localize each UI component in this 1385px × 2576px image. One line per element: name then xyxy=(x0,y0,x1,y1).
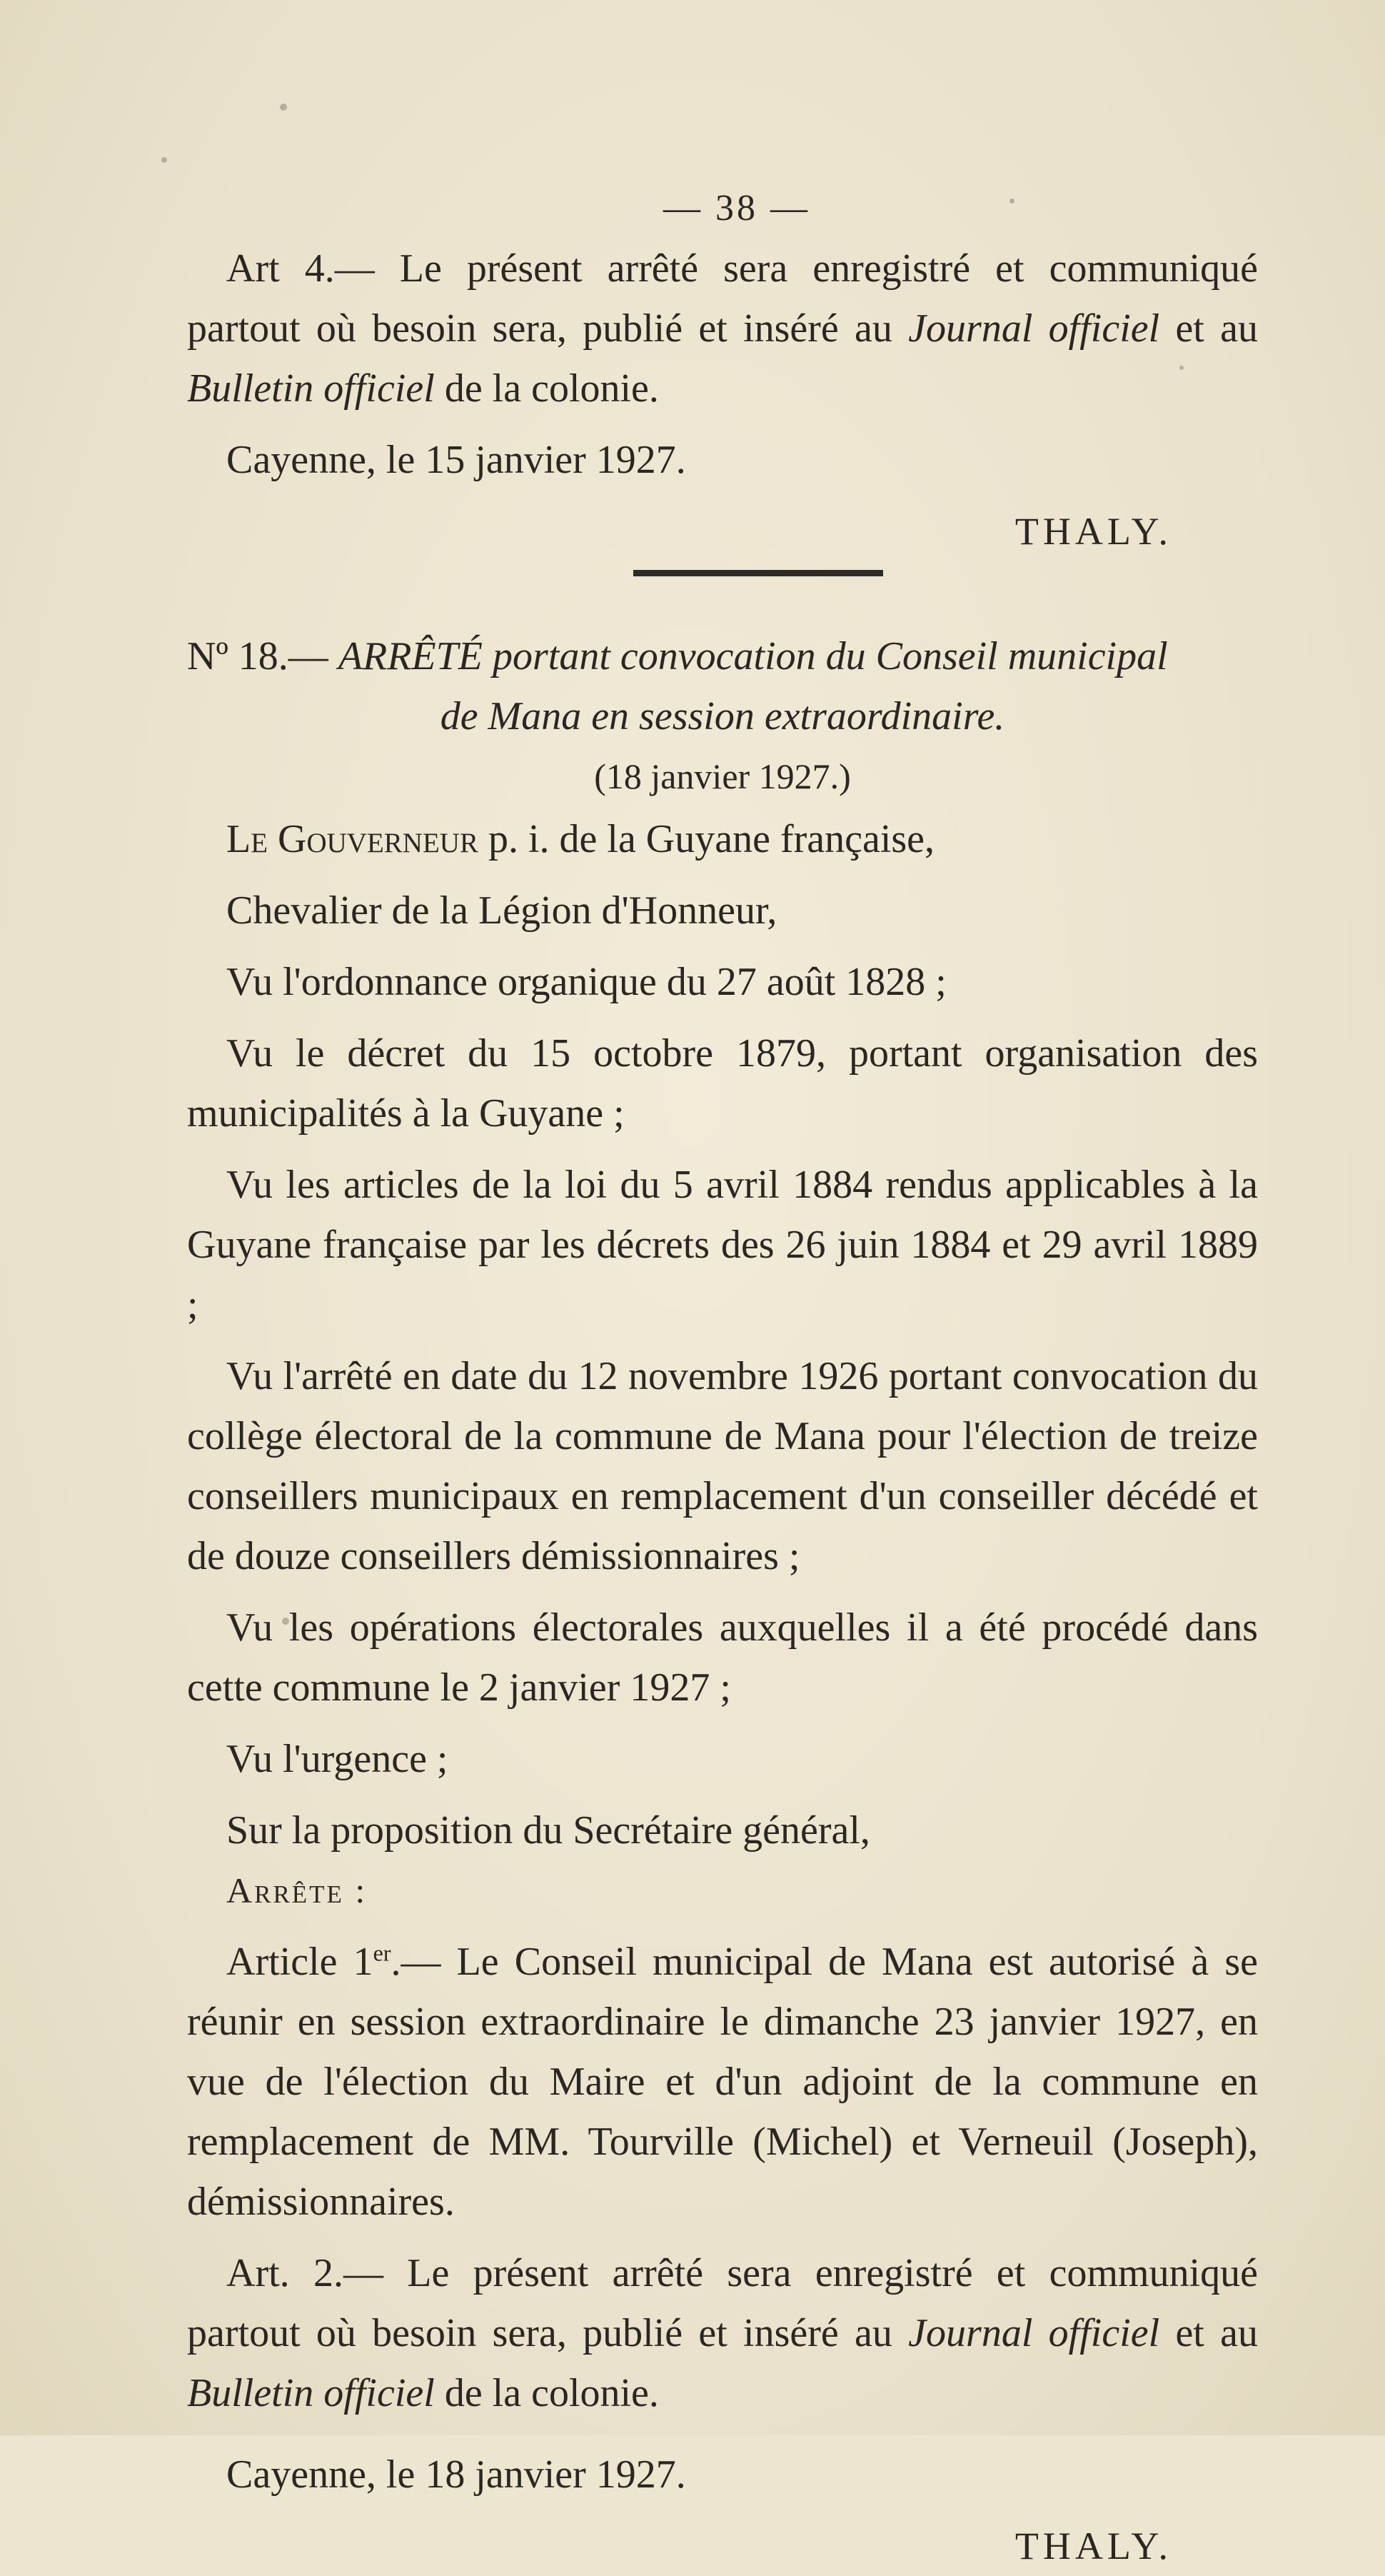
section-divider xyxy=(633,570,883,576)
signature-2: THALY. xyxy=(1014,2525,1172,2567)
arrete-heading-line2: de Mana en session extraordinaire. xyxy=(440,694,1005,738)
vu-urgence: Vu l'urgence ; xyxy=(226,1737,448,1781)
sur-proposition: Sur la proposition du Secrétaire général, xyxy=(226,1808,870,1853)
article-1-paragraph: Article 1er.— Le Conseil municipal de Mana est autorisé à se réunir en session extraordinaire le dimanche 23 janvier 1927, en vue de l'élection du Maire et d'un adjoint de la commune en remplacement de MM. Tourville (Michel) et Verneuil (Joseph), démissionnaires. xyxy=(187,1940,1259,2224)
place-date-2: Cayenne, le 18 janvier 1927. xyxy=(226,2452,686,2497)
paper-speck xyxy=(280,104,287,111)
chevalier-line: Chevalier de la Légion d'Honneur, xyxy=(226,888,777,933)
governor-line: Le Gouverneur p. i. de la Guyane française, xyxy=(226,817,935,861)
vu-loi: Vu les articles de la loi du 5 avril 1884 rendus applicables à la Guyane française par les décrets des 26 juin 1884 et 29 avril 1889 ; xyxy=(187,1163,1258,1327)
arrete-heading: Nº 18.— ARRÊTÉ portant convocation du Conseil municipal xyxy=(187,634,1168,678)
article-2-paragraph: Art. 2.— Le présent arrêté sera enregistré et communiqué partout où besoin sera, publié et inséré au Journal officiel et au Bulletin officiel de la colonie. xyxy=(187,2251,1258,2415)
vu-arrete: Vu l'arrêté en date du 12 novembre 1926 portant convocation du collège électoral de la commune de Mana pour l'élection de treize conseillers municipaux en remplacement d'un conseiller décédé et de douze conseillers démissionnaires ; xyxy=(187,1354,1258,1578)
vu-operations: Vu les opérations électorales auxquelles il a été procédé dans cette commune le 2 janvier 1927 ; xyxy=(187,1605,1258,1710)
text-column xyxy=(187,179,1258,2576)
signature: THALY. xyxy=(1014,510,1172,553)
paper-speck xyxy=(161,157,167,163)
place-date: Cayenne, le 15 janvier 1927. xyxy=(226,438,686,482)
article-4-paragraph: Art 4.— Le présent arrêté sera enregistré et communiqué partout où besoin sera, publié et inséré au Journal officiel et au Bulletin officiel de la colonie. xyxy=(187,246,1258,411)
arrete-date: (18 janvier 1927.) xyxy=(594,756,851,796)
vu-decret: Vu le décret du 15 octobre 1879, portant organisation des municipalités à la Guyane ; xyxy=(187,1031,1258,1136)
arrete-label: Arrête : xyxy=(226,1870,368,1910)
page-number: — 38 — xyxy=(663,188,810,229)
vu-ordonnance: Vu l'ordonnance organique du 27 août 1828 ; xyxy=(226,960,947,1004)
